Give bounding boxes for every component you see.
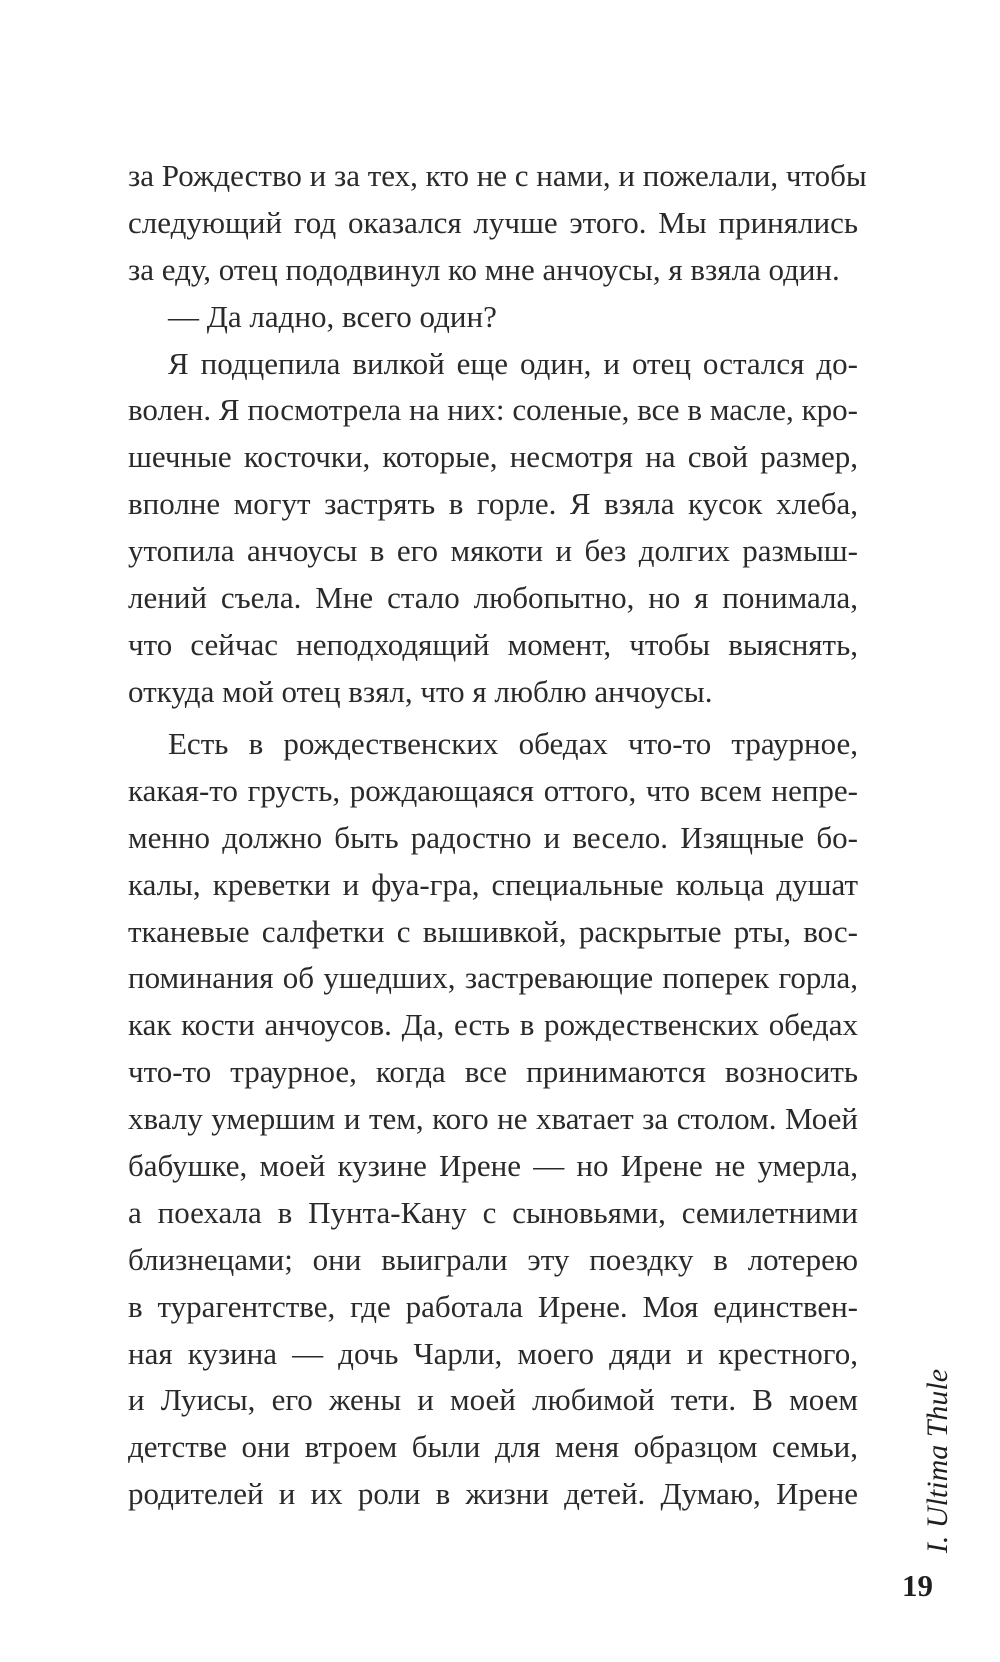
text-line: а поехала в Пунта-Кану с сыновьями, семилетними (128, 1194, 858, 1230)
text-line: что сейчас неподходящий момент, чтобы выяснять, (128, 626, 858, 662)
text-line: утопила анчоусы в его мякоти и без долгих размыш- (128, 533, 858, 569)
text-line: родителей и их роли в жизни детей. Думаю, Ирене (128, 1476, 858, 1512)
text-line: за еду, отец пододвинул ко мне анчоусы, я взяла один. (128, 251, 840, 287)
text-line: поминания об ушедших, застревающие поперек горла, (128, 960, 858, 996)
text-section-top (128, 153, 867, 716)
text-line: за Рождество и за тех, кто не с нами, и пожелали, чтобы (128, 158, 867, 193)
text-line: и Луисы, его жены и моей любимой тети. В моем (128, 1382, 858, 1418)
text-line: ная кузина — дочь Чарли, моего дяди и крестного, (128, 1335, 858, 1371)
text-line: какая-то грусть, рождающаяся оттого, что всем непре- (128, 772, 858, 808)
text-line: вполне могут застрять в горле. Я взяла кусок хлеба, (128, 486, 858, 522)
text-line: калы, креветки и фуа-гра, специальные кольца душат (128, 866, 858, 902)
text-line: как кости анчоусов. Да, есть в рождественских обедах (128, 1007, 858, 1043)
text-line: волен. Я посмотрела на них: соленые, все в масле, кро- (128, 392, 858, 428)
text-line: шечные косточки, которые, несмотря на свой размер, (128, 439, 858, 475)
page-number: 19 (902, 1568, 933, 1603)
text-line: бабушке, моей кузине Ирене — но Ирене не умерла, (128, 1148, 858, 1184)
text-line: откуда мой отец взял, что я люблю анчоусы. (128, 673, 713, 709)
text-line: Есть в рождественских обедах что-то траурное, (168, 726, 858, 761)
dialogue-line: — Да ладно, всего один? (168, 298, 497, 334)
text-line: тканевые салфетки с вышивкой, раскрытые рты, вос- (128, 913, 858, 949)
text-section-bottom (128, 721, 858, 1518)
text-line: хвалу умершим и тем, кого не хватает за столом. Моей (128, 1101, 858, 1137)
text-line: в турагентстве, где работала Ирене. Моя единствен- (128, 1288, 858, 1324)
text-line: близнецами; они выиграли эту поездку в лотерею (128, 1241, 858, 1277)
text-line: следующий год оказался лучше этого. Мы принялись (128, 204, 858, 240)
text-line: детстве они втроем были для меня образцом семьи, (128, 1429, 858, 1465)
text-line: что-то траурное, когда все принимаются возносить (128, 1054, 858, 1090)
text-line: лений съела. Мне стало любопытно, но я понимала, (128, 580, 858, 616)
running-head: I. Ultima Thule (921, 1368, 954, 1554)
text-line: Я подцепила вилкой еще один, и отец остался до- (168, 345, 858, 381)
text-line: менно должно быть радостно и весело. Изящные бо- (128, 819, 858, 855)
